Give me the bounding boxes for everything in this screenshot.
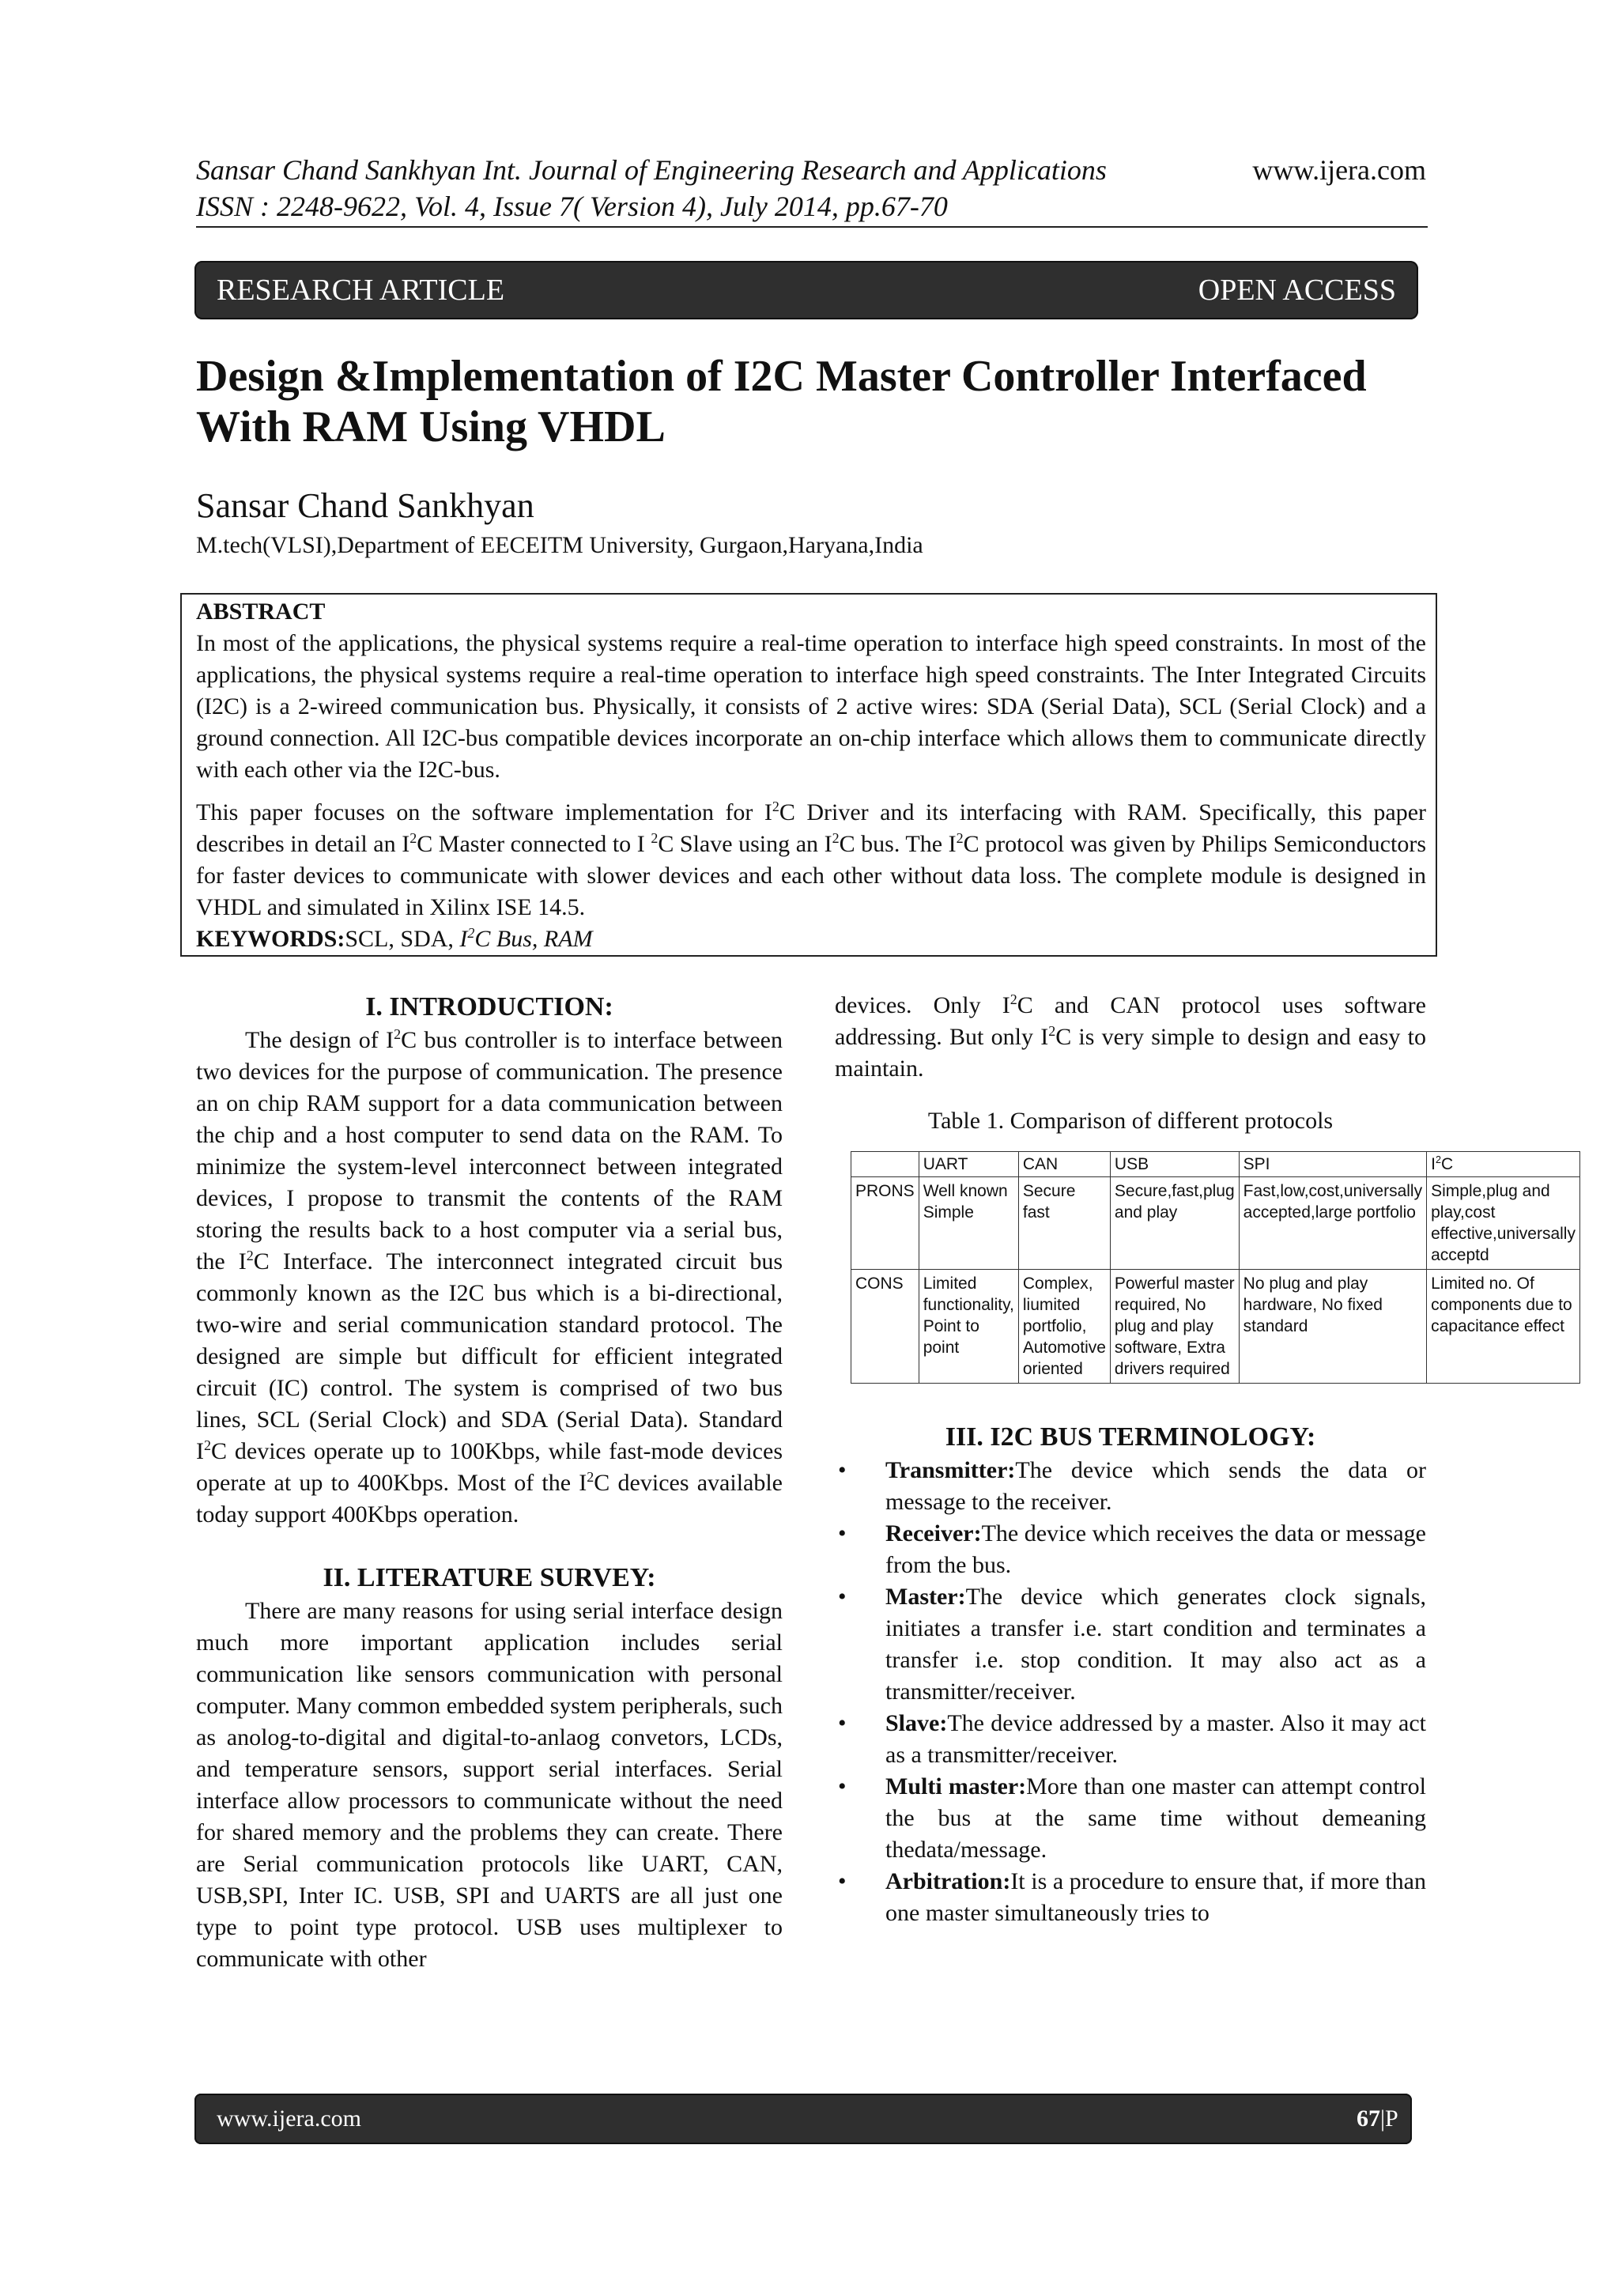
list-item: • Receiver:The device which receives the data or message from the bus. xyxy=(835,1518,1426,1581)
abstract-paragraph-2: This paper focuses on the software implementation for $I^2C$ Driver and its interfacing with RAM. Specifically, this paper describes in detail an $I^2C$ Master connected to I $^2$C Slave using an $I^2C$ bus. The $I^2C$ protocol was given by Philips Semiconductors for faster devices to communicate with slower devices and each other without data loss. The complete module is designed in VHDL and simulated in Xilinx ISE 14.5. xyxy=(196,799,1426,920)
introduction-text: The design of $I^2C$ bus controller is to interface between two devices for the purpose of communication. The presence an on chip RAM support for a data communication between the chip and a host computer to send data on the RAM. To minimize the system-level interconnect between integrated devices, I propose to transmit the contents of the RAM storing the results back to a host computer via a serial bus, the $I^2C$ Interface. The interconnect integrated circuit bus commonly known as the I2C bus which is a bi-directional, two-wire and serial communication standard protocol. The designed are simple but difficult for efficient integrated circuit (IC) control. The system is comprised of two bus lines, SCL (Serial Clock) and SDA (Serial Data). Standard $I^2C$ devices operate up to 100Kbps, while fast-mode devices operate at up to 400Kbps. Most of the $I^2C$ devices available today support 400Kbps operation. xyxy=(196,1026,783,1528)
introduction-heading: I. INTRODUCTION: xyxy=(365,992,613,1021)
table-cell: Simple,plug and play,cost effective,universally acceptd xyxy=(1427,1177,1580,1270)
terminology-list xyxy=(835,1455,1426,1929)
table-cell: No plug and play hardware, No fixed standard xyxy=(1239,1270,1426,1384)
list-item: • Arbitration:It is a procedure to ensure that, if more than one master simultaneously tries to xyxy=(835,1866,1426,1929)
table-cell: Secure,fast,plug and play xyxy=(1110,1177,1239,1270)
header-website-link[interactable]: www.ijera.com xyxy=(1252,154,1426,186)
table-cell: Complex, liumited portfolio, Automotive oriented xyxy=(1018,1270,1110,1384)
left-column xyxy=(196,990,783,1975)
abstract xyxy=(196,596,1426,955)
list-item: • Slave:The device addressed by a master. Also it may act as a transmitter/receiver. xyxy=(835,1708,1426,1771)
table-header-cell: USB xyxy=(1110,1152,1239,1177)
page-number: 67 |P a g e xyxy=(1357,2105,1398,2283)
table-cell: PRONS xyxy=(851,1177,919,1270)
table-cell: Limited no. Of components due to capacitance effect xyxy=(1427,1270,1580,1384)
table-header-cell xyxy=(851,1152,919,1177)
journal-header xyxy=(196,152,1224,225)
research-article-label: RESEARCH ARTICLE xyxy=(217,274,505,307)
table-row-cons xyxy=(851,1270,1580,1384)
page-footer xyxy=(194,2094,1412,2283)
table-cell: CONS xyxy=(851,1270,919,1384)
table-cell: Secure fast xyxy=(1018,1177,1110,1270)
header-divider xyxy=(196,226,1428,228)
journal-line-1: Sansar Chand Sankhyan Int. Journal of Engineering Research and Applications xyxy=(196,154,1107,186)
terminology-heading: III. I2C BUS TERMINOLOGY: xyxy=(945,1422,1316,1452)
right-column xyxy=(835,990,1576,1929)
protocol-comparison-table xyxy=(851,1151,1580,1384)
article-type-banner xyxy=(194,261,1418,319)
table-cell: Limited functionality, Point to point xyxy=(919,1270,1018,1384)
abstract-paragraph-1: In most of the applications, the physical systems require a real-time operation to interface high speed constraints. In most of the applications, the physical systems require a real-time operation to interface high speed constraints. The Inter Integrated Circuits (I2C) is a 2-wireed communication bus. Physically, it consists of 2 active wires: SDA (Serial Data), SCL (Serial Clock) and a ground connection. All I2C-bus compatible devices incorporate an on-chip interface which allows them to communicate directly with each other via the I2C-bus. xyxy=(196,630,1426,783)
author-name: Sansar Chand Sankhyan xyxy=(196,486,534,525)
author-affiliation: M.tech(VLSI),Department of EECEITM University, Gurgaon,Haryana,India xyxy=(196,532,923,558)
table-caption: Table 1. Comparison of different protocols xyxy=(927,1108,1334,1134)
table-header-cell: SPI xyxy=(1239,1152,1426,1177)
keywords: KEYWORDS:SCL, SDA, $I^2C$ Bus, RAM xyxy=(196,925,593,952)
protocol-addressing-text: devices. Only $I^2C$ and CAN protocol uses software addressing. But only $I^2C$ is very simple to design and easy to maintain. xyxy=(835,991,1426,1082)
journal-line-2: ISSN : 2248-9622, Vol. 4, Issue 7( Version 4), July 2014, pp.67-70 xyxy=(196,191,948,222)
literature-survey-text: There are many reasons for using serial interface design much more important application includes serial communication like sensors communication with personal computer. Many common embedded system peripherals, such as anolog-to-digital and digital-to-anlaog convetors, LCDs, and temperature sensors, support serial interfaces. Serial interface allow processors to communicate without the need for shared memory and the problems they can create. There are Serial communication protocols like UART, CAN, USB,SPI, Inter IC. USB, SPI and UARTS are all just one type to point type protocol. USB uses multiplexer to communicate with other xyxy=(196,1598,783,1972)
table-header-cell: CAN xyxy=(1018,1152,1110,1177)
table-cell: Well known Simple xyxy=(919,1177,1018,1270)
table-header-row xyxy=(851,1152,1580,1177)
open-access-label: OPEN ACCESS xyxy=(1198,274,1396,307)
literature-survey-heading: II. LITERATURE SURVEY: xyxy=(323,1563,656,1592)
paper-title: Design &Implementation of I2C Master Controller Interfaced With RAM Using VHDL xyxy=(196,352,1367,451)
keywords-label: KEYWORDS: xyxy=(196,926,345,952)
list-item: • Multi master:More than one master can attempt control the bus at the same time without demeaning thedata/message. xyxy=(835,1771,1426,1866)
footer-website-link[interactable]: www.ijera.com xyxy=(217,2105,361,2132)
table-header-cell-i2c: $I^2C$ xyxy=(1427,1152,1580,1177)
abstract-heading: ABSTRACT xyxy=(196,599,326,625)
table-cell: Powerful master required, No plug and play software, Extra drivers required xyxy=(1110,1270,1239,1384)
list-item: • Master:The device which generates clock signals, initiates a transfer i.e. start condition and terminates a transfer i.e. stop condition. It may also act as a transmitter/receiver. xyxy=(835,1581,1426,1708)
table-cell: Fast,low,cost,universally accepted,large portfolio xyxy=(1239,1177,1426,1270)
table-row-prons xyxy=(851,1177,1580,1270)
table-header-cell: UART xyxy=(919,1152,1018,1177)
list-item: • Transmitter:The device which sends the data or message to the receiver. xyxy=(835,1455,1426,1518)
